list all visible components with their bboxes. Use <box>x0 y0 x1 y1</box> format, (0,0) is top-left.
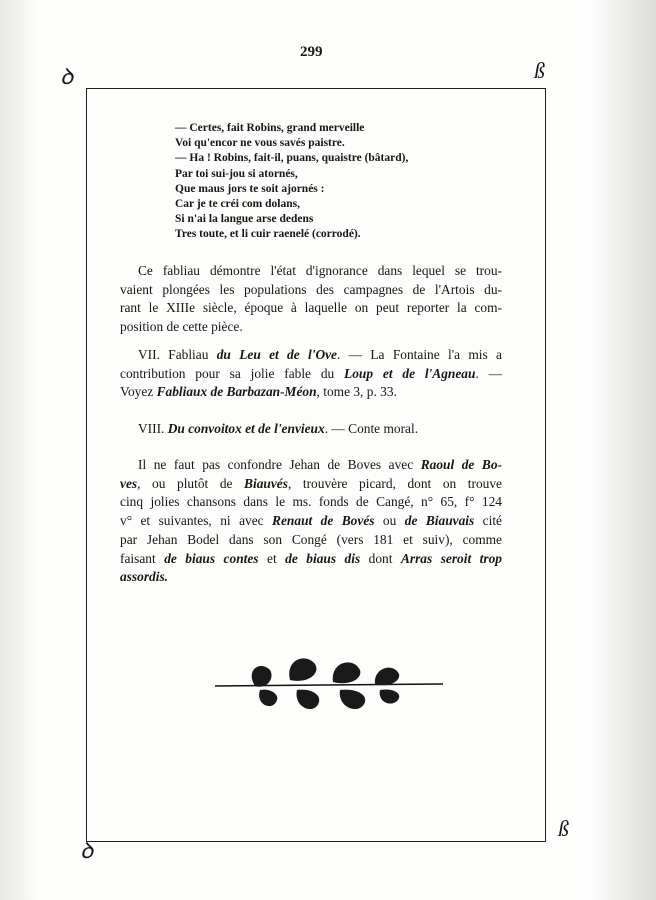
text-line: Ce fabliau démontre l'état d'ignorance dans lequel se trou- <box>138 263 502 278</box>
text-run: de Biauvais <box>404 513 475 529</box>
text-line: position de cette pièce. <box>120 319 243 335</box>
text-run: ou <box>374 513 405 529</box>
text-run: VII. Fabliau <box>138 347 217 362</box>
verse-line: Que maus jors te soit ajornés : <box>175 182 325 195</box>
text-run: dont <box>360 550 401 566</box>
text-run: Arras seroit trop <box>400 550 503 566</box>
text-line <box>120 383 502 402</box>
text-run: de biaus dis <box>285 550 361 566</box>
text-run: Fabliaux de Barbazan-Méon <box>156 384 317 400</box>
verse-line: Par toi sui-jou si atornés, <box>175 167 298 180</box>
verse-line: Si n'ai la langue arse dedens <box>175 213 314 226</box>
corner-flourish-icon: ß <box>534 58 545 83</box>
text-run: v° et suivantes, ni avec <box>120 513 273 529</box>
text-line <box>120 475 502 494</box>
text-run: Du convoitox et de l'envieux <box>167 421 325 436</box>
verse-line: — Certes, fait Robins, grand merveille <box>175 122 365 134</box>
text-line <box>120 365 502 384</box>
text-line: vaient plongées les populations des campagnes de l'Artois du- <box>120 281 502 297</box>
paragraph-jehan-de-boves <box>120 456 502 587</box>
text-run: contribution pour sa jolie fable du <box>120 365 345 381</box>
text-run: , ou plutôt de <box>137 475 245 491</box>
text-run: VIII. <box>138 421 168 436</box>
text-line <box>120 420 502 439</box>
text-run: Il ne faut pas confondre Jehan de Boves avec <box>138 457 421 472</box>
text-run: du Leu et de l'Ove <box>216 347 338 362</box>
paragraph-fabliau-ignorance <box>120 262 502 337</box>
text-run: faisant <box>120 550 165 566</box>
text-line <box>120 346 502 365</box>
text-line <box>120 512 502 531</box>
section-viii <box>120 420 502 439</box>
text-run: et <box>258 550 286 566</box>
text-run: Renaut de Bovés <box>272 513 375 529</box>
corner-flourish-icon: ß <box>558 816 569 841</box>
text-run: assordis. <box>120 569 168 585</box>
text-line <box>120 456 502 475</box>
floral-ornament-icon <box>215 650 445 720</box>
text-line: rant le XIIIe siècle, époque à laquelle on peut reporter la com- <box>120 300 502 316</box>
text-run: Biauvés <box>244 475 288 491</box>
section-vii <box>120 346 502 402</box>
text-run: , tome 3, p. 33. <box>316 384 397 400</box>
verse-line: Tres toute, et li cuir raenelé (corrodé). <box>175 228 361 241</box>
verse-line: — Ha ! Robins, fait-il, puans, quaistre (bâtard), <box>175 152 409 165</box>
text-run: Raoul de Bo- <box>420 457 502 472</box>
text-run: Loup et de l'Agneau <box>344 365 476 381</box>
text-run: . — Conte moral. <box>324 421 419 436</box>
corner-flourish-icon: ꝺ <box>60 64 74 89</box>
text-run: de biaus contes <box>164 550 259 566</box>
text-line: par Jehan Bodel dans son Congé (vers 181 et suiv), comme <box>120 531 502 547</box>
verse-block <box>175 121 408 243</box>
text-run: . — La Fontaine l'a mis a <box>337 347 502 362</box>
text-run: cité <box>474 513 502 529</box>
text-run: , trouvère picard, dont on trouve <box>287 475 502 491</box>
text-run: Voyez <box>120 384 157 400</box>
text-run: . — <box>475 365 502 381</box>
text-line: cinq jolies chansons dans le ms. fonds de Cangé, n° 65, f° 124 <box>120 494 502 510</box>
page-number: 299 <box>300 44 323 60</box>
verse-line: Voi qu'encor ne vous savés paistre. <box>175 137 345 150</box>
text-line <box>120 568 502 587</box>
corner-flourish-icon: ꝺ <box>80 838 94 863</box>
text-line <box>120 550 502 569</box>
text-run: ves <box>120 475 138 491</box>
verse-line: Car je te créi com dolans, <box>175 198 300 211</box>
